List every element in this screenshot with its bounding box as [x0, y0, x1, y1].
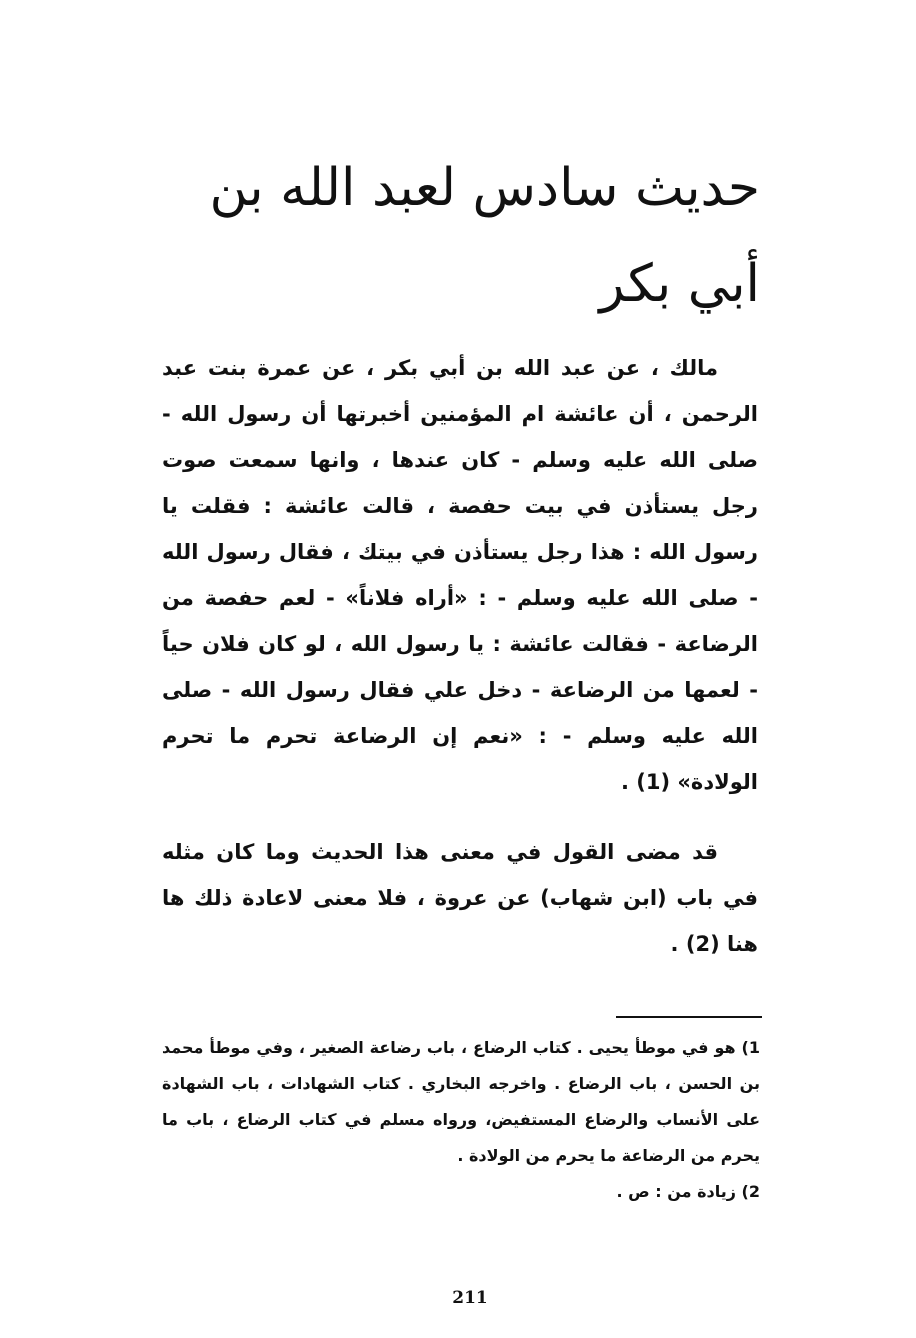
- chapter-title: حديث سادس لعبد الله بن أبي بكر: [209, 158, 760, 314]
- footnote-separator: [616, 1016, 762, 1018]
- main-text: [162, 345, 758, 967]
- paragraph-hadith: مالك ، عن عبد الله بن أبي بكر ، عن عمرة بنت عبد الرحمن ، أن عائشة ام المؤمنين أخبرتها أن رسول الله - صلى الله عليه وسلم - كان عندها ، وانها سمعت صوت رجل يستأذن في بيت حفصة ، قالت عائشة : فقلت يا رسول الله : هذا رجل يستأذن في بيتك ، فقال رسول الله - صلى الله عليه وسلم - : «أراه فلاناً» - لعم حفصة من الرضاعة - فقالت عائشة : يا رسول الله ، لو كان فلان حياً - لعمها من الرضاعة - دخل علي فقال رسول الله - صلى الله عليه وسلم - : «نعم إن الرضاعة تحرم ما تحرم الولادة» (1) .: [162, 356, 758, 794]
- footnote-1: 1) هو في موطأ يحيى . كتاب الرضاع ، باب رضاعة الصغير ، وفي موطأ محمد بن الحسن ، باب الرضاع . واخرجه البخاري . كتاب الشهادات ، باب الشهادة على الأنساب والرضاع المستفيض، ورواه مسلم في كتاب الرضاع ، باب ما يحرم من الرضاعة ما يحرم من الولادة .: [162, 1038, 760, 1165]
- footnotes: [162, 1030, 760, 1210]
- page-number: 211: [452, 1288, 488, 1308]
- footnote-2: 2) زيادة من : ص .: [616, 1182, 760, 1201]
- paragraph-commentary: قد مضى القول في معنى هذا الحديث وما كان مثله في باب (ابن شهاب) عن عروة ، فلا معنى لاعادة ذلك ها هنا (2) .: [162, 840, 758, 956]
